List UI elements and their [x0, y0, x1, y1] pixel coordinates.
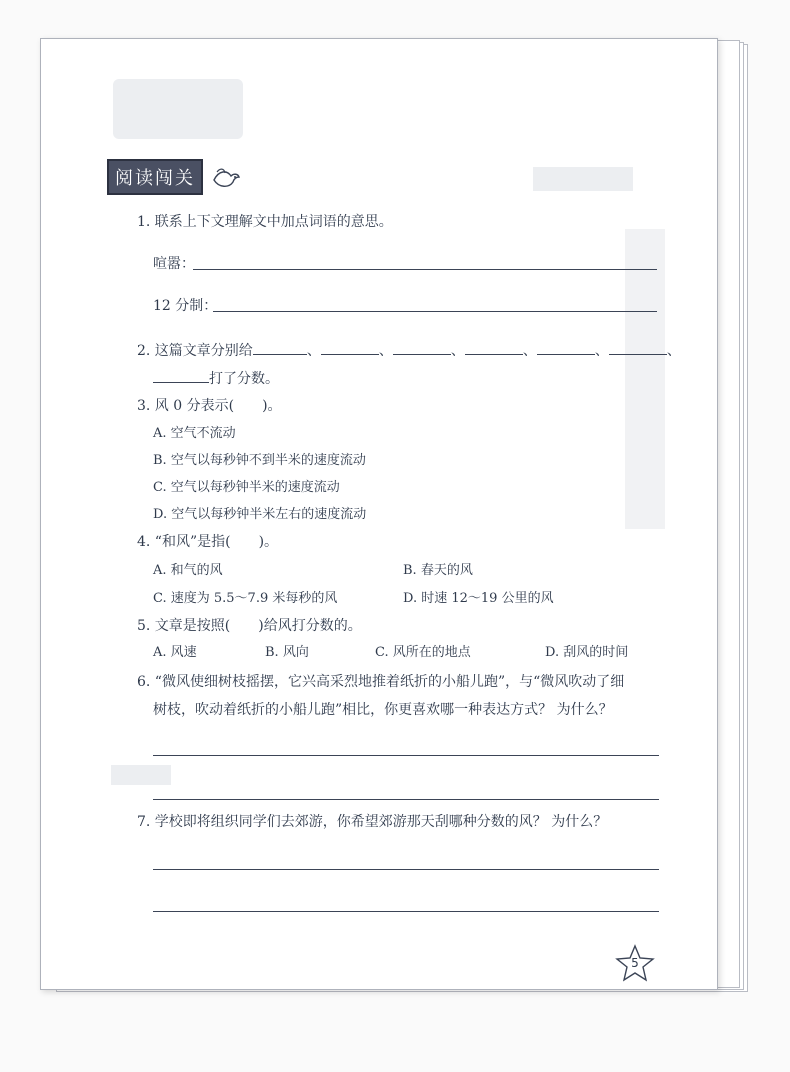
option-b[interactable]: B. 风向 [265, 645, 309, 660]
bird-icon [211, 164, 241, 190]
option-a[interactable]: A. 风速 [153, 645, 197, 660]
question-7: 7. 学校即将组织同学们去郊游，你希望郊游那天刮哪种分数的风？ 为什么？ [137, 814, 608, 830]
answer-line[interactable] [213, 311, 657, 312]
question-2-cont [153, 367, 279, 388]
page-number-badge [613, 943, 657, 983]
option-a[interactable]: A. 和气的风 [153, 563, 223, 578]
answer-line[interactable] [153, 869, 659, 870]
separator: 、 [450, 343, 465, 359]
question-6-line2: 树枝，吹动着纸折的小船儿跑”相比，你更喜欢哪一种表达方式？ 为什么？ [153, 702, 613, 718]
question-4: 4. “和风”是指( )。 [137, 534, 279, 550]
page-number: 5 [631, 956, 639, 970]
option-c[interactable]: C. 风所在的地点 [375, 645, 471, 660]
q2-tail: 打了分数。 [209, 371, 279, 387]
answer-line[interactable] [153, 755, 659, 756]
fill-blank[interactable] [537, 339, 595, 355]
fill-blank[interactable] [153, 367, 209, 383]
show-through-mark [113, 79, 243, 139]
option-d[interactable]: D. 时速 12～19 公里的风 [403, 591, 554, 606]
question-2 [137, 339, 681, 360]
section-title: 阅读闯关 [107, 159, 203, 195]
workbook-page [40, 38, 718, 990]
fill-blank[interactable] [253, 339, 307, 355]
show-through-mark [111, 765, 171, 785]
q1-term-label: 12 分制： [153, 298, 218, 314]
option-b[interactable]: B. 空气以每秒钟不到半米的速度流动 [153, 453, 366, 468]
separator: 、 [522, 343, 537, 359]
option-d[interactable]: D. 刮风的时间 [545, 645, 629, 660]
fill-blank[interactable] [393, 339, 451, 355]
fill-blank[interactable] [321, 339, 379, 355]
separator: 、 [594, 343, 609, 359]
question-1: 1. 联系上下文理解文中加点词语的意思。 [137, 214, 393, 230]
question-3: 3. 风 0 分表示( )。 [137, 398, 282, 414]
q2-text: 2. 这篇文章分别给 [137, 343, 253, 359]
option-b[interactable]: B. 春天的风 [403, 563, 473, 578]
option-d[interactable]: D. 空气以每秒钟半米左右的速度流动 [153, 507, 367, 522]
question-5: 5. 文章是按照( )给风打分数的。 [137, 618, 362, 634]
separator: 、 [306, 343, 321, 359]
q1-term-label: 喧嚣： [153, 256, 195, 272]
fill-blank[interactable] [465, 339, 523, 355]
option-a[interactable]: A. 空气不流动 [153, 426, 236, 441]
separator: 、 [666, 343, 681, 359]
show-through-mark [533, 167, 633, 191]
question-6-line1: 6. “微风使细树枝摇摆，它兴高采烈地推着纸折的小船儿跑”，与“微风吹动了细 [137, 674, 625, 690]
option-c[interactable]: C. 空气以每秒钟半米的速度流动 [153, 480, 340, 495]
answer-line[interactable] [153, 799, 659, 800]
show-through-mark [625, 229, 665, 529]
answer-line[interactable] [153, 911, 659, 912]
separator: 、 [378, 343, 393, 359]
section-header [107, 159, 241, 195]
answer-line[interactable] [193, 269, 657, 270]
option-c[interactable]: C. 速度为 5.5～7.9 米每秒的风 [153, 591, 338, 606]
fill-blank[interactable] [609, 339, 667, 355]
